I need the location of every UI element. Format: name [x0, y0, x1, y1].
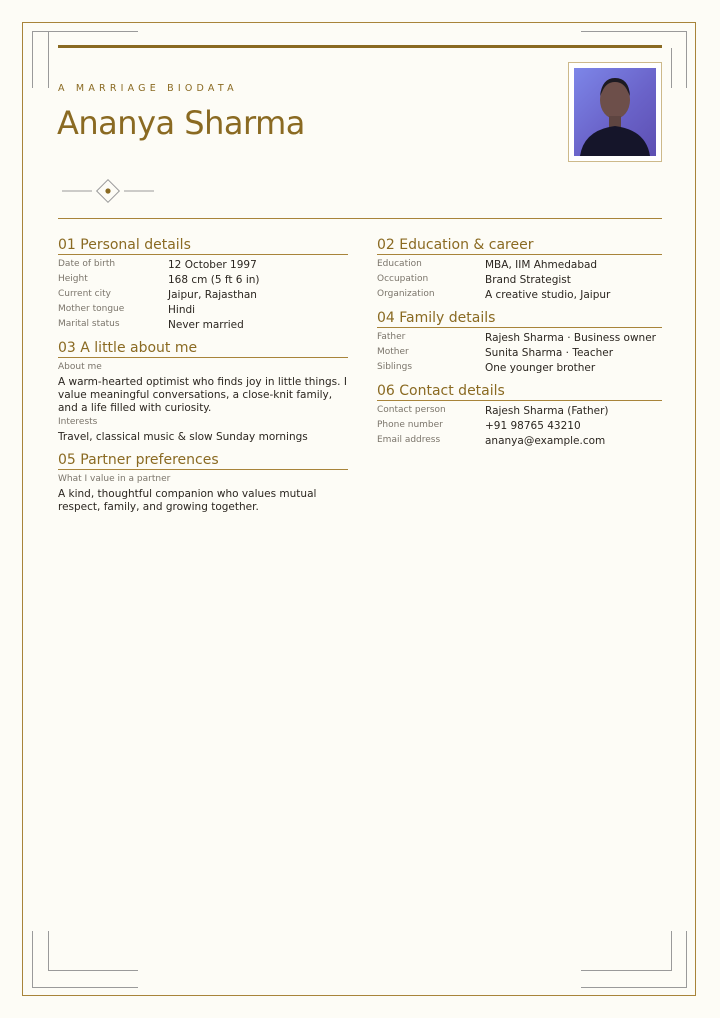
- value-mother-tongue: Hindi: [168, 304, 196, 316]
- value-father: Rajesh Sharma · Business owner: [485, 332, 656, 344]
- profile-photo-frame: [568, 62, 662, 162]
- label-contact-person: Contact person: [377, 405, 446, 415]
- value-occupation: Brand Strategist: [485, 274, 571, 286]
- profile-photo: [574, 68, 656, 156]
- section-title-personal: 01 Personal details: [58, 237, 348, 255]
- about-me-text: A warm-hearted optimist who finds joy in little things. I value meaningful conversations, a close-knit family, and a life filled with curiosity.: [58, 376, 347, 414]
- label-about-me: About me: [58, 362, 102, 372]
- section-title-family: 04 Family details: [377, 310, 662, 328]
- label-phone-number: Phone number: [377, 420, 443, 430]
- value-organization: A creative studio, Jaipur: [485, 289, 611, 301]
- value-mother: Sunita Sharma · Teacher: [485, 347, 614, 359]
- label-partner-values: What I value in a partner: [58, 474, 171, 484]
- partner-values-text: A kind, thoughtful companion who values mutual respect, family, and growing together.: [58, 488, 317, 513]
- label-education: Education: [377, 259, 422, 269]
- label-interests: Interests: [58, 417, 98, 427]
- candidate-name: Ananya Sharma: [57, 104, 305, 142]
- value-siblings: One younger brother: [485, 362, 596, 374]
- interests-text: Travel, classical music & slow Sunday mornings: [58, 431, 308, 443]
- value-height: 168 cm (5 ft 6 in): [168, 274, 260, 286]
- header-accent-bar: [58, 45, 662, 48]
- label-siblings: Siblings: [377, 362, 413, 372]
- value-education: MBA, IIM Ahmedabad: [485, 259, 598, 271]
- header-divider: [58, 218, 662, 219]
- value-phone-number: +91 98765 43210: [485, 420, 581, 432]
- document-eyebrow: A MARRIAGE BIODATA: [58, 83, 238, 94]
- label-height: Height: [58, 274, 88, 284]
- value-marital-status: Never married: [168, 319, 244, 331]
- value-current-city: Jaipur, Rajasthan: [168, 289, 257, 301]
- section-title-contact: 06 Contact details: [377, 383, 662, 401]
- label-marital-status: Marital status: [58, 319, 120, 329]
- section-title-about: 03 A little about me: [58, 340, 348, 358]
- value-date-of-birth: 12 October 1997: [168, 259, 257, 271]
- label-mother: Mother: [377, 347, 409, 357]
- section-title-education: 02 Education & career: [377, 237, 662, 255]
- label-father: Father: [377, 332, 406, 342]
- label-occupation: Occupation: [377, 274, 429, 284]
- value-email-address[interactable]: ananya@example.com: [485, 435, 606, 447]
- label-mother-tongue: Mother tongue: [58, 304, 125, 314]
- value-contact-person: Rajesh Sharma (Father): [485, 405, 609, 417]
- label-date-of-birth: Date of birth: [58, 259, 116, 269]
- section-title-partner: 05 Partner preferences: [58, 452, 348, 470]
- label-email-address: Email address: [377, 435, 441, 445]
- divider-ornament: [62, 178, 154, 204]
- label-current-city: Current city: [58, 289, 111, 299]
- label-organization: Organization: [377, 289, 435, 299]
